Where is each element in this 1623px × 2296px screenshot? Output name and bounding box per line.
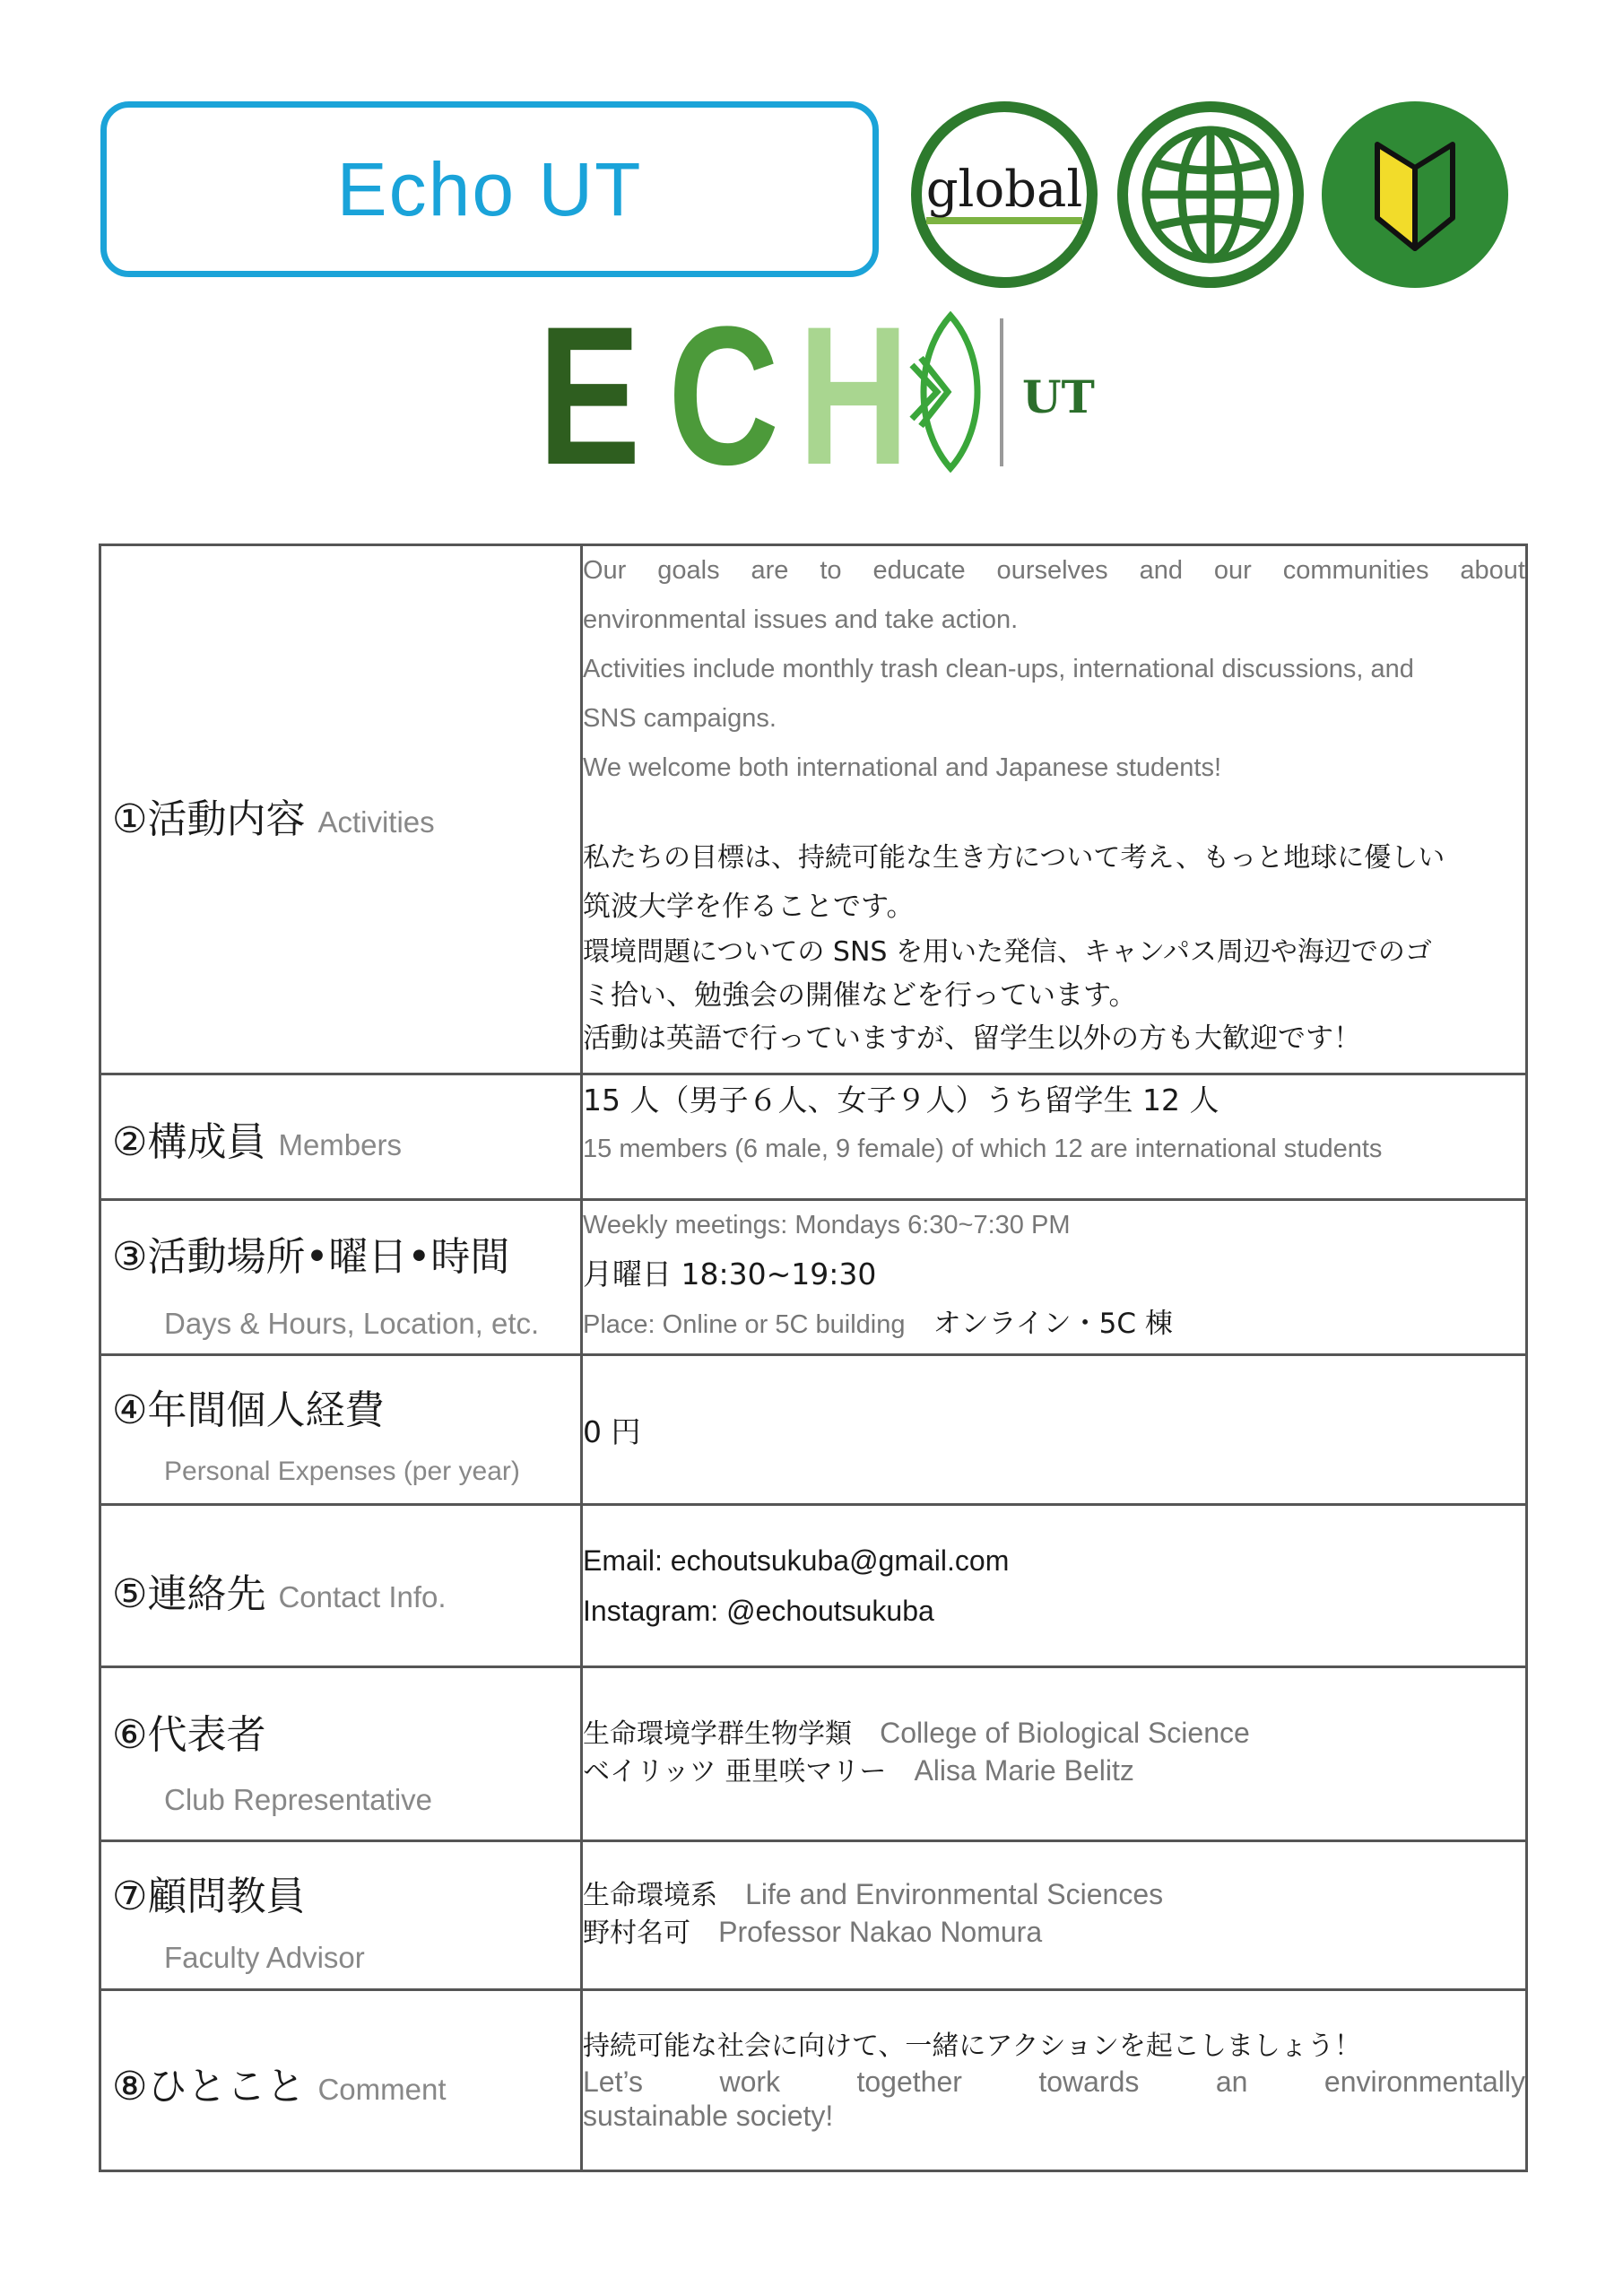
contact-instagram[interactable]: Instagram: @echoutsukuba <box>583 1595 934 1627</box>
activities-jp-line-1: 私たちの目標は、持続可能な生き方について考え、もっと地球に優しい <box>583 842 1445 874</box>
label-activities <box>112 787 435 844</box>
logo-letter-c: C <box>668 285 779 506</box>
representative-name-en: Alisa Marie Belitz <box>914 1753 1134 1787</box>
label-schedule-en: Days & Hours, Location, etc. <box>164 1307 540 1340</box>
contact-email[interactable]: Email: echoutsukuba@gmail.com <box>583 1544 1010 1577</box>
value-cell-representative <box>582 1667 1527 1841</box>
schedule-place-jp: オンライン・5C 棟 <box>933 1308 1173 1340</box>
label-cell-advisor <box>100 1841 582 1990</box>
label-cell-members <box>100 1074 582 1200</box>
activities-jp-line-3: 環境問題についての SNS を用いた発信、キャンパス周辺や海辺でのゴ <box>583 936 1432 968</box>
beginner-mark-icon <box>1361 132 1469 257</box>
logo-divider <box>1000 318 1003 466</box>
table-row-expenses <box>100 1355 1527 1505</box>
label-expenses-en: Personal Expenses (per year) <box>164 1457 520 1486</box>
schedule-jp-time: 月曜日 18:30~19:30 <box>583 1257 877 1292</box>
activities-jp-line-2: 筑波大学を作ることです。 <box>583 891 915 923</box>
label-cell-contact <box>100 1505 582 1667</box>
members-jp: 15 人（男子６人、女子９人）うち留学生 12 人 <box>583 1083 1219 1118</box>
value-cell-members <box>582 1074 1527 1200</box>
table-row-members <box>100 1074 1527 1200</box>
activities-en-line-4: SNS campaigns. <box>583 704 777 733</box>
table-row-representative <box>100 1667 1527 1841</box>
table-row-comment <box>100 1990 1527 2171</box>
advisor-dept-en: Life and Environmental Sciences <box>745 1877 1164 1910</box>
echo-logo <box>538 285 1112 506</box>
title-box <box>100 101 879 277</box>
advisor-name-jp: 野村名可 <box>583 1917 690 1949</box>
label-representative-jp: ⑥代表者 <box>112 1712 266 1758</box>
representative-name-jp: ベイリッツ 亜里咲マリー <box>583 1755 887 1787</box>
club-info-table <box>99 544 1528 2172</box>
value-cell-expenses <box>582 1355 1527 1505</box>
label-contact-en: Contact Info. <box>278 1580 447 1613</box>
activities-en-line-5: We welcome both international and Japanese students! <box>583 753 1222 782</box>
label-comment <box>112 2054 447 2111</box>
globe-badge <box>1117 101 1304 288</box>
label-members <box>112 1109 402 1167</box>
label-members-en: Members <box>278 1128 402 1161</box>
advisor-name-en: Professor Nakao Nomura <box>718 1915 1043 1948</box>
logo-letter-h: H <box>798 285 909 506</box>
label-cell-comment <box>100 1990 582 2171</box>
activities-jp-line-5: 活動は英語で行っていますが、留学生以外の方も大歓迎です！ <box>583 1022 1361 1055</box>
representative-college-jp: 生命環境学群生物学類 <box>583 1718 852 1750</box>
schedule-weekly: Weekly meetings: Mondays 6:30~7:30 PM <box>583 1211 1071 1239</box>
label-expenses-jp: ④年間個人経費 <box>112 1387 385 1433</box>
activities-en-line-3: Activities include monthly trash clean-ups, international discussions, and <box>583 655 1414 683</box>
leaf-icon <box>901 311 991 473</box>
label-contact-jp: ⑤連絡先 <box>112 1571 266 1617</box>
representative-name <box>583 1754 1525 1792</box>
global-badge <box>911 101 1098 288</box>
beginner-badge <box>1322 101 1508 288</box>
table-row-contact <box>100 1505 1527 1667</box>
table-row-activities <box>100 545 1527 1074</box>
schedule-place <box>583 1300 1525 1352</box>
global-badge-text: global <box>926 165 1083 224</box>
label-activities-jp: ①活動内容 <box>112 796 306 842</box>
comment-en-line-1: Let’s work together towards an environmentally <box>583 2065 1525 2098</box>
label-cell-activities <box>100 545 582 1074</box>
advisor-dept-jp: 生命環境系 <box>583 1879 717 1911</box>
advisor-name <box>583 1916 1525 1953</box>
label-members-jp: ②構成員 <box>112 1119 266 1165</box>
activities-en-line-2: environmental issues and take action. <box>583 605 1019 634</box>
label-representative-en: Club Representative <box>164 1783 432 1816</box>
value-cell-schedule <box>582 1200 1527 1355</box>
label-contact <box>112 1561 447 1619</box>
label-cell-expenses <box>100 1355 582 1505</box>
table-row-advisor <box>100 1841 1527 1990</box>
label-cell-representative <box>100 1667 582 1841</box>
globe-icon <box>1134 118 1287 271</box>
representative-college <box>583 1717 1525 1754</box>
label-advisor-jp: ⑦顧問教員 <box>112 1874 306 1919</box>
expenses-value: 0 円 <box>583 1413 641 1449</box>
activities-en-line-1: Our goals are to educate ourselves and our communities about <box>583 556 1525 585</box>
schedule-place-en: Place: Online or 5C building <box>583 1310 906 1339</box>
value-cell-advisor <box>582 1841 1527 1990</box>
value-cell-activities <box>582 545 1527 1074</box>
logo-letter-e: E <box>538 285 641 506</box>
representative-college-en: College of Biological Science <box>880 1716 1250 1749</box>
label-cell-schedule <box>100 1200 582 1355</box>
value-cell-contact <box>582 1505 1527 1667</box>
label-activities-en: Activities <box>317 805 435 839</box>
comment-en-line-2: sustainable society! <box>583 2099 834 2132</box>
label-schedule-jp: ③活動場所•曜日•時間 <box>112 1234 510 1280</box>
page-title: Echo UT <box>336 146 643 231</box>
comment-jp: 持続可能な社会に向けて、一緒にアクションを起こしましょう！ <box>583 2030 1361 2062</box>
label-comment-jp: ⑧ひとこと <box>112 2064 306 2109</box>
value-cell-comment <box>582 1990 1527 2171</box>
label-comment-en: Comment <box>317 2073 447 2106</box>
activities-jp-line-4: ミ拾い、勉強会の開催などを行っています。 <box>583 979 1137 1012</box>
label-advisor-en: Faculty Advisor <box>164 1941 365 1974</box>
table-row-schedule <box>100 1200 1527 1355</box>
members-en: 15 members (6 male, 9 female) of which 12 are international students <box>583 1135 1383 1163</box>
advisor-dept <box>583 1878 1525 1916</box>
logo-ut: UT <box>1022 370 1095 423</box>
